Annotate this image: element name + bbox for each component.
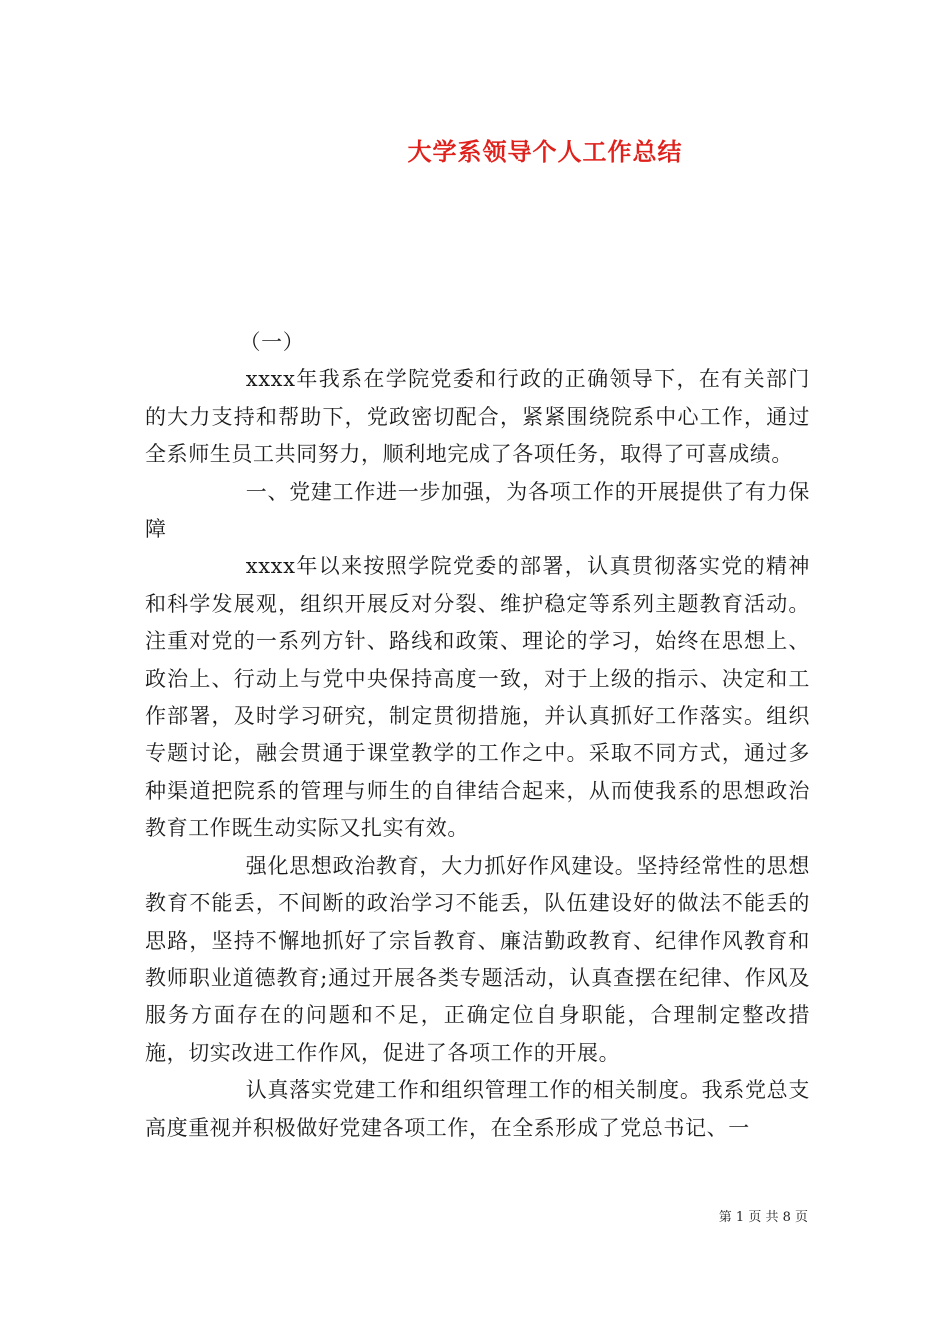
paragraph-party-building: xxxx年以来按照学院党委的部署，认真贯彻落实党的精神和科学发展观，组织开展反对分裂、维护稳定等系列主题教育活动。注重对党的一系列方针、路线和政策、理论的学习，始终在思想上、政治上、行动上与党中央保持高度一致，对于上级的指示、决定和工作部署，及时学习研究，制定贯彻措施，并认真抓好工作落实。组织专题讨论，融会贯通于课堂教学的工作之中。采取不同方式，通过多种渠道把院系的管理与师生的自律结合起来，从而使我系的思想政治教育工作既生动实际又扎实有效。	[145, 554, 810, 841]
section-marker: （一）	[239, 330, 305, 354]
document-body	[145, 324, 810, 1147]
section-heading: 一、党建工作进一步加强，为各项工作的开展提供了有力保障	[145, 479, 810, 542]
document-title: 大学系领导个人工作总结	[407, 138, 683, 166]
page-number-footer: 第 1 页 共 8 页	[718, 1210, 808, 1225]
paragraph-intro: xxxx年我系在学院党委和行政的正确领导下，在有关部门的大力支持和帮助下，党政密切配合，紧紧围绕院系中心工作，通过全系师生员工共同努力，顺利地完成了各项任务，取得了可喜成绩。	[145, 367, 810, 467]
paragraph-organization: 认真落实党建工作和组织管理工作的相关制度。我系党总支高度重视并积极做好党建各项工作，在全系形成了党总书记、一	[145, 1078, 810, 1140]
paragraph-political-education: 强化思想政治教育，大力抓好作风建设。坚持经常性的思想教育不能丢，不间断的政治学习不能丢，队伍建设好的做法不能丢的思路，坚持不懈地抓好了宗旨教育、廉洁勤政教育、纪律作风教育和教师职业道德教育;通过开展各类专题活动，认真查摆在纪律、作风及服务方面存在的问题和不足，正确定位自身职能，合理制定整改措施，切实改进工作作风，促进了各项工作的开展。	[145, 853, 810, 1065]
